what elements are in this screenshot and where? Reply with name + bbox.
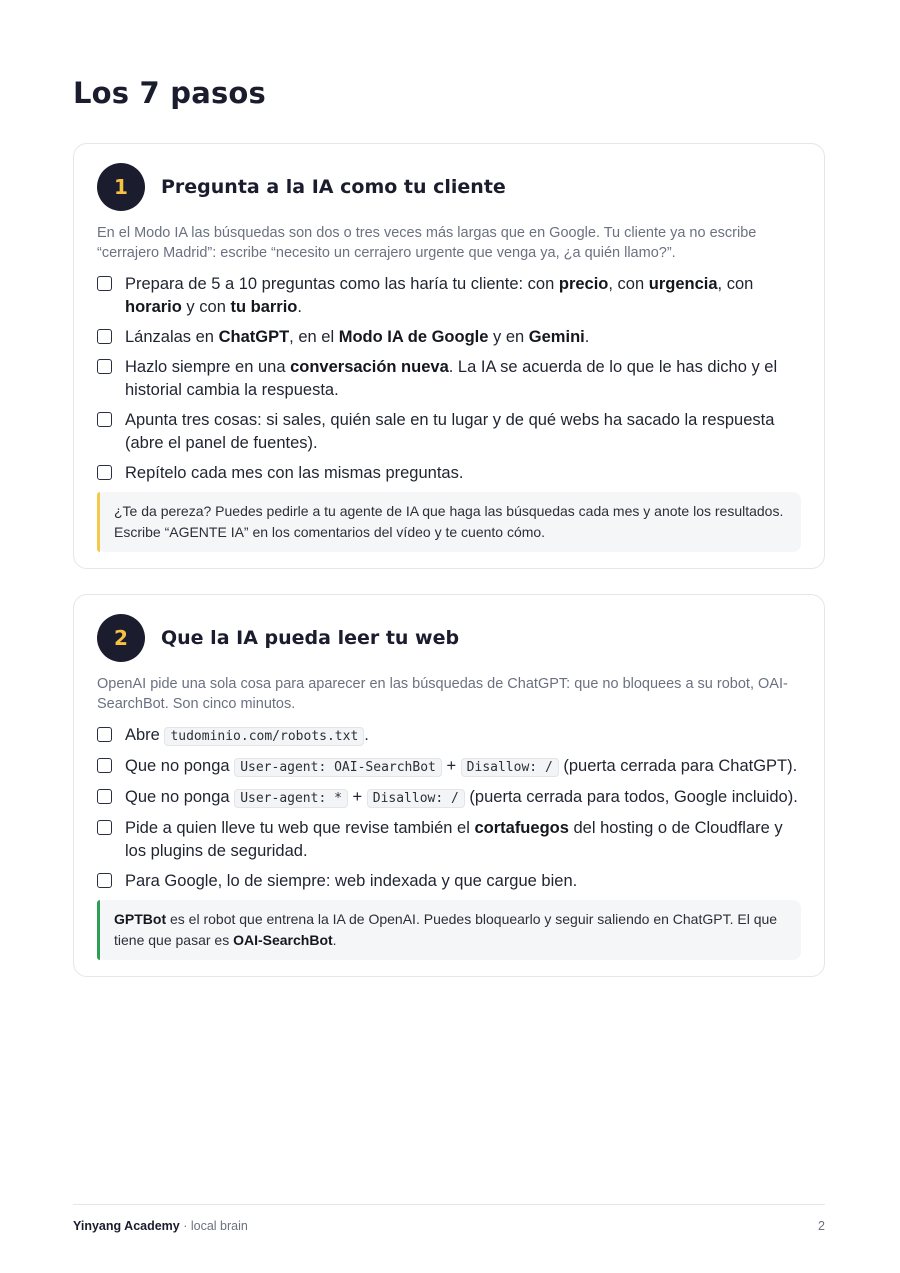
checklist-item-text: Para Google, lo de siempre: web indexada y que cargue bien. (125, 872, 578, 890)
checklist-item-text: Pide a quien lleve tu web que revise también el cortafuegos del hosting o de Cloudflare y los plugins de seguridad. (125, 819, 783, 860)
checkbox[interactable] (97, 359, 112, 374)
bold-text: GPTBot (114, 911, 167, 927)
checkbox[interactable] (97, 465, 112, 480)
checklist (97, 273, 801, 485)
checkbox[interactable] (97, 329, 112, 344)
step-intro: OpenAI pide una sola cosa para aparecer en las búsquedas de ChatGPT: que no bloquees a su robot, OAI-SearchBot. Son cinco minutos. (97, 676, 788, 712)
bold-text: Gemini (528, 328, 585, 346)
checklist-item (97, 462, 801, 485)
step-title: Pregunta a la IA como tu cliente (161, 176, 506, 198)
bold-text: Modo IA de Google (338, 328, 489, 346)
checkbox[interactable] (97, 412, 112, 427)
checkbox[interactable] (97, 758, 112, 773)
checklist-item-text: Prepara de 5 a 10 preguntas como las haría tu cliente: con precio, con urgencia, con horario y con tu barrio. (125, 275, 754, 316)
step-number-badge: 1 (97, 163, 145, 211)
checklist-item (97, 870, 801, 893)
checklist-item-text: Lánzalas en ChatGPT, en el Modo IA de Google y en Gemini. (125, 328, 590, 346)
checklist-item-text: Abre tudominio.com/robots.txt . (125, 726, 369, 744)
checklist-item (97, 817, 801, 863)
footer-tagline: · local brain (179, 1219, 248, 1233)
step-title: Que la IA pueda leer tu web (161, 627, 460, 649)
checkbox[interactable] (97, 727, 112, 742)
inline-code: Disallow: / (461, 758, 559, 777)
bold-text: horario (125, 298, 182, 316)
bold-text: urgencia (648, 275, 718, 293)
checklist (97, 724, 801, 893)
info-callout: GPTBot es el robot que entrena la IA de OpenAI. Puedes bloquearlo y seguir saliendo en ChatGPT. El que tiene que pasar es OAI-SearchBot. (97, 900, 801, 960)
step-header (97, 614, 801, 662)
checkbox[interactable] (97, 789, 112, 804)
page-footer (73, 1204, 825, 1233)
checklist-item (97, 356, 801, 402)
step-intro: En el Modo IA las búsquedas son dos o tres veces más largas que en Google. Tu cliente ya no escribe “cerrajero Madrid”: escribe “necesito un cerrajero urgente que venga ya, ¿a quién llamo?”. (97, 225, 757, 261)
bold-text: ChatGPT (218, 328, 290, 346)
checklist-item-text: Que no ponga User-agent: * + Disallow: / (puerta cerrada para todos, Google incluido). (125, 788, 798, 806)
checkbox[interactable] (97, 820, 112, 835)
inline-code: User-agent: OAI-SearchBot (234, 758, 442, 777)
inline-code: Disallow: / (367, 789, 465, 808)
bold-text: conversación nueva (290, 358, 449, 376)
page-number: 2 (818, 1219, 825, 1233)
bold-text: cortafuegos (474, 819, 569, 837)
checklist-item (97, 724, 801, 748)
inline-code: tudominio.com/robots.txt (164, 727, 364, 746)
bold-text: OAI-SearchBot (233, 931, 333, 948)
checklist-item (97, 755, 801, 779)
page-title: Los 7 pasos (73, 76, 267, 110)
checkbox[interactable] (97, 276, 112, 291)
checklist-item (97, 786, 801, 810)
checklist-item-text: Que no ponga User-agent: OAI-SearchBot + Disallow: / (puerta cerrada para ChatGPT). (125, 757, 798, 775)
checklist-item-text: Repítelo cada mes con las mismas preguntas. (125, 464, 464, 482)
checklist-item (97, 273, 801, 319)
step-card-1 (73, 143, 825, 569)
checklist-item-text: Apunta tres cosas: si sales, quién sale en tu lugar y de qué webs ha sacado la respuesta (abre el panel de fuentes). (125, 411, 775, 452)
bold-text: precio (558, 275, 609, 293)
inline-code: User-agent: * (234, 789, 348, 808)
bold-text: tu barrio (230, 298, 298, 316)
step-number-badge: 2 (97, 614, 145, 662)
checklist-item-text: Hazlo siempre en una conversación nueva. La IA se acuerda de lo que le has dicho y el historial cambia la respuesta. (125, 358, 778, 399)
tip-callout: ¿Te da pereza? Puedes pedirle a tu agente de IA que haga las búsquedas cada mes y anote los resultados. Escribe “AGENTE IA” en los comentarios del vídeo y te cuento cómo. (97, 492, 801, 552)
footer-brand: Yinyang Academy (73, 1219, 180, 1233)
step-card-2 (73, 594, 825, 977)
checkbox[interactable] (97, 873, 112, 888)
checklist-item (97, 326, 801, 349)
checklist-item (97, 409, 801, 455)
footer-brand-line (73, 1219, 248, 1233)
step-header (97, 163, 801, 211)
